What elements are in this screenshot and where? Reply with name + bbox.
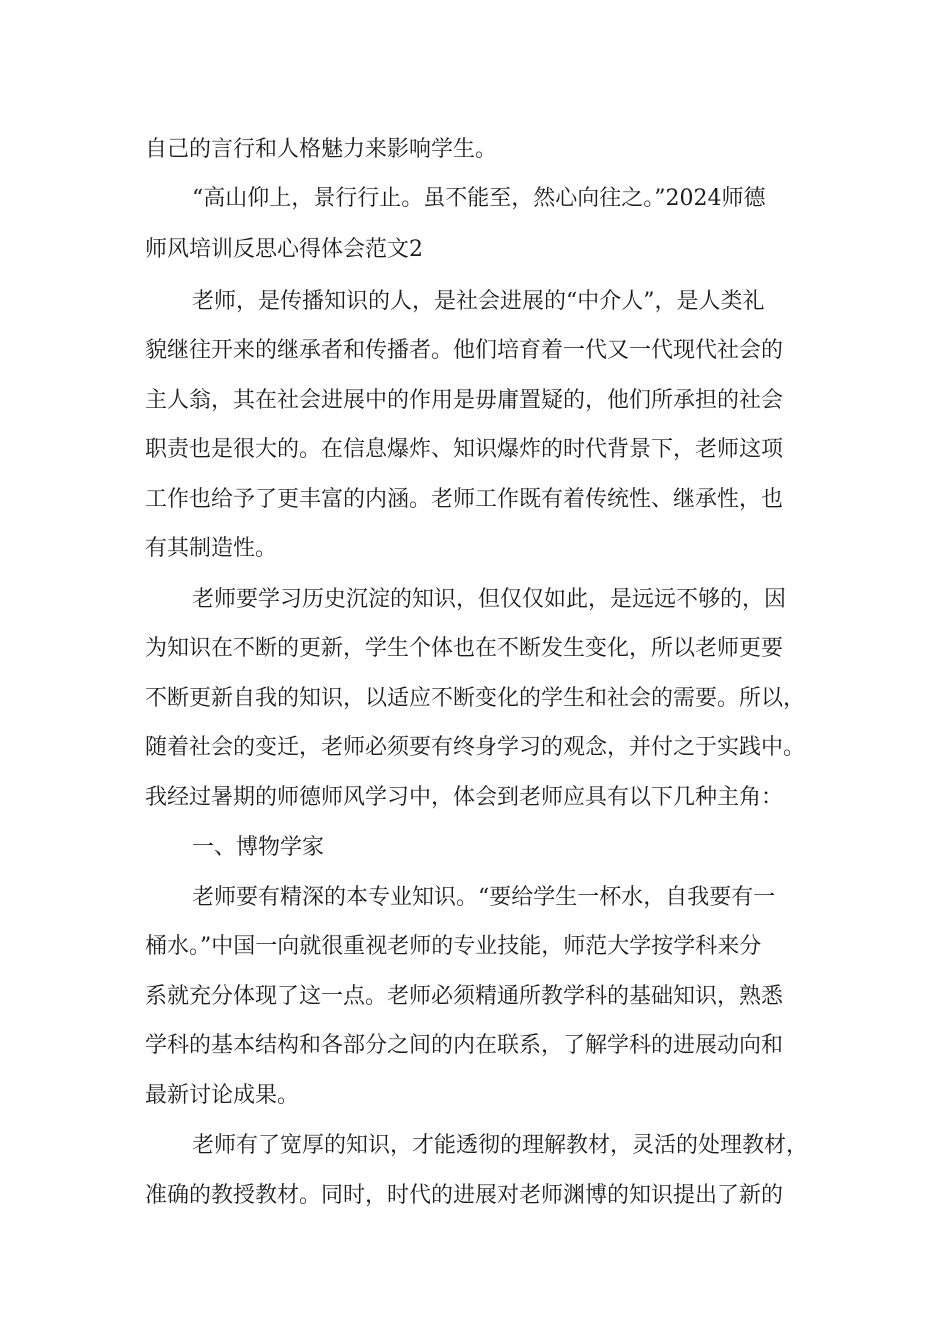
text-line: 我经过暑期的师德师风学习中，体会到老师应具有以下几种主角： [145, 785, 784, 810]
text-line: 不断更新自我的知识，以适应不断变化的学生和社会的需要。所以， [145, 686, 806, 711]
section-heading: 一、博物学家 [192, 835, 325, 860]
text-line: 系就充分体现了这一点。老师必须精通所教学科的基础知识，熟悉 [145, 984, 784, 1009]
text-line: 自己的言行和人格魅力来影响学生。 [145, 137, 498, 162]
text-line: 老师要有精深的本专业知识。“要给学生一杯水，自我要有一 [192, 885, 776, 910]
text-line: 职责也是很大的。在信息爆炸、知识爆炸的时代背景下，老师这项 [145, 437, 784, 462]
text-line: 师风培训反思心得体会范文2 [145, 237, 423, 262]
text-line: 老师有了宽厚的知识，才能透彻的理解教材，灵活的处理教材， [192, 1133, 809, 1158]
text-line: 学科的基本结构和各部分之间的内在联系，了解学科的进展动向和 [145, 1033, 784, 1058]
text-line: “高山仰上，景行行止。虽不能至，然心向往之。”2024师德 [192, 186, 766, 211]
text-line: 貌继往开来的继承者和传播者。他们培育着一代又一代现代社会的 [145, 338, 784, 363]
text-line: 老师要学习历史沉淀的知识，但仅仅如此，是远远不够的，因 [192, 587, 787, 612]
text-line: 有其制造性。 [145, 536, 278, 561]
text-line: 为知识在不断的更新，学生个体也在不断发生变化，所以老师更要 [145, 636, 784, 661]
text-line: 随着社会的变迁，老师必须要有终身学习的观念，并付之于实践中。 [145, 735, 806, 760]
text-line: 老师，是传播知识的人，是社会进展的“中介人”，是人类礼 [192, 289, 765, 314]
text-line: 最新讨论成果。 [145, 1083, 300, 1108]
text-line: 主人翁，其在社会进展中的作用是毋庸置疑的，他们所承担的社会 [145, 388, 784, 413]
text-line: 桶水。”中国一向就很重视老师的专业技能，师范大学按学科来分 [145, 934, 762, 959]
text-line: 准确的教授教材。同时，时代的进展对老师渊博的知识提出了新的 [145, 1183, 784, 1208]
text-line: 工作也给予了更丰富的内涵。老师工作既有着传统性、继承性，也 [145, 487, 784, 512]
